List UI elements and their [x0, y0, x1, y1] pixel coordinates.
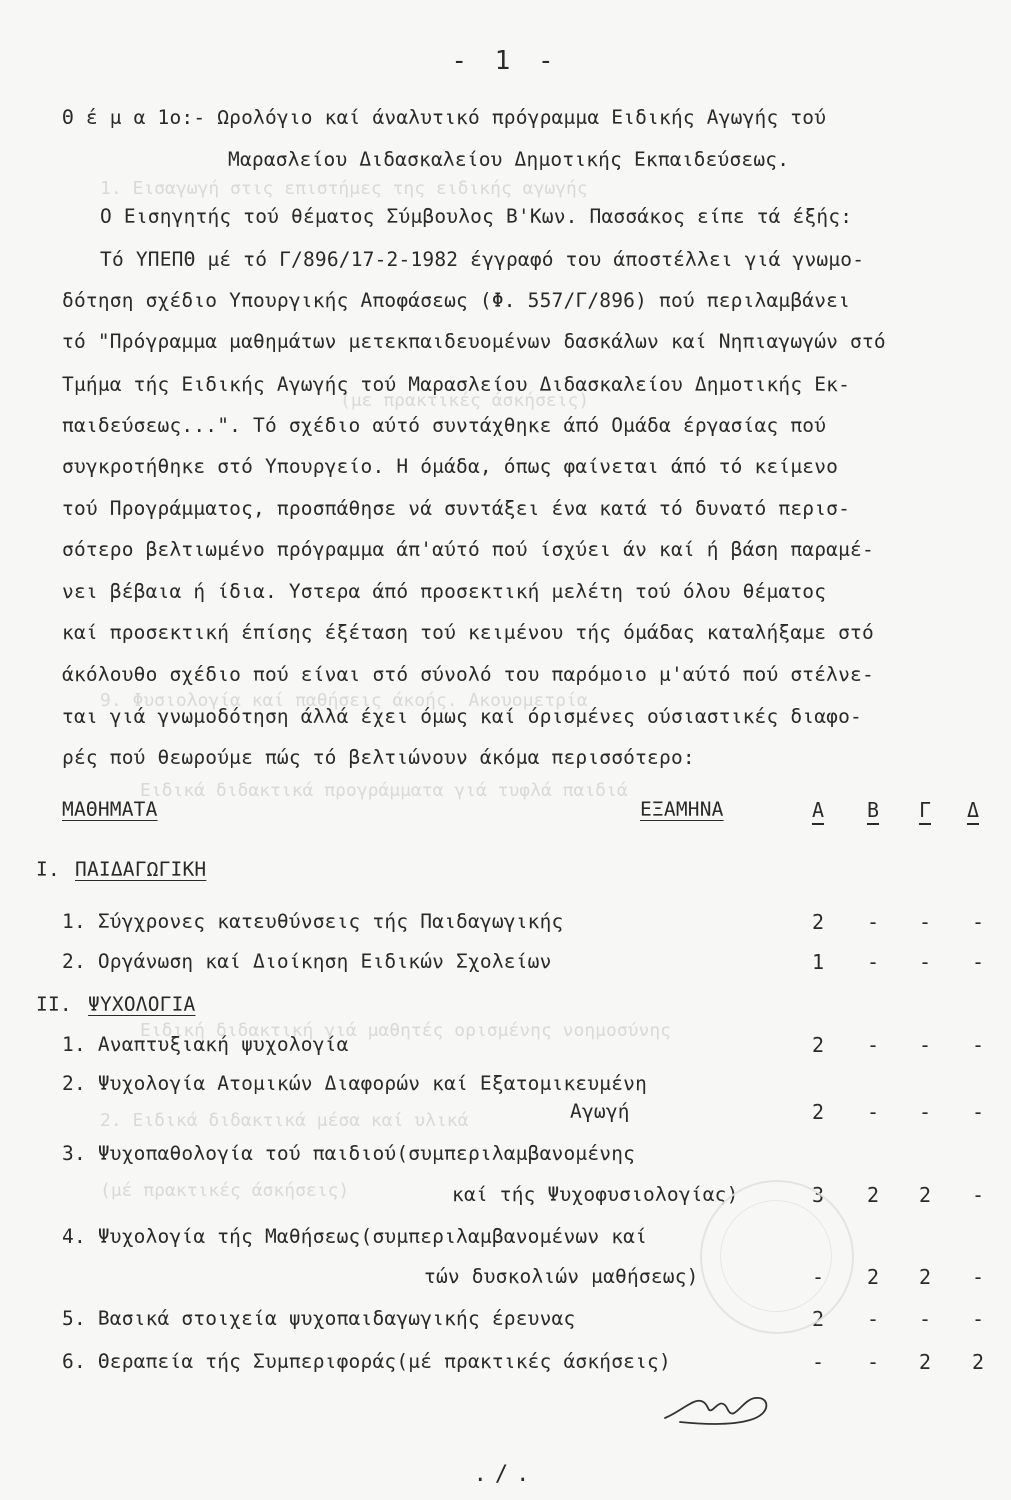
bleed-through-text: (με πρακτικές άσκήσεις)	[340, 390, 590, 411]
semester-c-value: -	[918, 1100, 932, 1124]
intro-line: ται γιά γνωμοδότηση άλλά έχει όμως καί όρισμένες ούσιαστικές διαφο-	[62, 705, 862, 728]
section-numeral: Ι.	[36, 858, 60, 881]
bleed-through-text: Ειδικά διδακτικά προγράμματα γιά τυφλά παιδιά	[140, 780, 628, 801]
continuation-mark: ./.	[473, 1462, 538, 1487]
bleed-through-text: 1. Εισαγωγή στις επιστήμες της ειδικής αγωγής	[100, 178, 588, 199]
bleed-through-text: 9. Φυσιολογία καί παθήσεις άκοής. Ακουομετρία	[100, 690, 588, 711]
semester-d-value: -	[971, 1033, 985, 1057]
subject-row: 5. Βασικά στοιχεία ψυχοπαιδαγωγικής έρευνας	[62, 1307, 576, 1330]
semester-b-header: Β	[866, 798, 880, 822]
bleed-through-text: (μέ πρακτικές άσκήσεις)	[100, 1180, 350, 1201]
section-title: ΠΑΙΔΑΓΩΓΙΚΗ	[75, 858, 207, 881]
intro-line: Ο Εισηγητής τού θέματος Σύμβουλος Β'Κων. Πασσάκος είπε τά έξής:	[100, 205, 853, 228]
semester-d-value: -	[971, 1265, 985, 1289]
semester-a-value: -	[811, 1350, 825, 1374]
semester-c-value: -	[918, 1033, 932, 1057]
semester-b-value: -	[866, 1350, 880, 1374]
semester-a-value: 2	[811, 1033, 825, 1057]
semester-b-value: 2	[866, 1183, 880, 1207]
intro-line: Τμήμα τής Ειδικής Αγωγής τού Μαρασλείου Διδασκαλείου Δημοτικής Εκ-	[62, 373, 851, 396]
semester-d-value: 2	[971, 1350, 985, 1374]
intro-line: Τό ΥΠΕΠΘ μέ τό Γ/896/17-2-1982 έγγραφό του άποστέλλει γιά γνωμο-	[100, 248, 865, 271]
official-stamp-image	[700, 1180, 854, 1334]
semester-c-value: -	[918, 910, 932, 934]
section-title: ΨΥΧΟΛΟΓΙΑ	[88, 993, 196, 1016]
semester-a-value: -	[811, 1265, 825, 1289]
semester-b-value: -	[866, 950, 880, 974]
subject-row: 4. Ψυχολογία τής Μαθήσεως(συμπεριλαμβανομένων καί	[62, 1225, 648, 1248]
page-number: - 1 -	[451, 46, 560, 76]
semester-c-value: 2	[918, 1265, 932, 1289]
intro-line: νει βέβαια ή ίδια. Υστερα άπό προσεκτική μελέτη τού όλου θέματος	[62, 580, 827, 603]
semester-b-value: -	[866, 910, 880, 934]
semester-c-value: 2	[918, 1350, 932, 1374]
semester-b-value: 2	[866, 1265, 880, 1289]
semester-c-value: -	[918, 1307, 932, 1331]
semester-c-value: 2	[918, 1183, 932, 1207]
bleed-through-text: Ειδική διδακτική γιά μαθητές ορισμένης νοημοσύνης	[140, 1020, 672, 1041]
semester-b-value: -	[866, 1307, 880, 1331]
intro-line: ρές πού θεωρούμε πώς τό βελτιώνουν άκόμα περισσότερο:	[62, 746, 695, 769]
semester-a-value: 2	[811, 1100, 825, 1124]
semester-d-value: -	[971, 1183, 985, 1207]
semester-a-value: 2	[811, 1307, 825, 1331]
subject-row: 3. Ψυχοπαθολογία τού παιδιού(συμπεριλαμβανομένης	[62, 1142, 636, 1165]
section-numeral: ΙΙ.	[36, 993, 72, 1016]
subject-row: 2. Ψυχολογία Ατομικών Διαφορών καί Εξατομικευμένη	[62, 1072, 648, 1095]
semester-a-value: 2	[811, 910, 825, 934]
intro-line: καί προσεκτική έπίσης έξέταση τού κειμένου τής όμάδας καταλήξαμε στό	[62, 621, 874, 644]
subject-row: 6. Θεραπεία τής Συμπεριφοράς(μέ πρακτικές άσκήσεις)	[62, 1350, 671, 1373]
intro-line: Μαρασλείου Διδασκαλείου Δημοτικής Εκπαιδεύσεως.	[228, 148, 790, 171]
semester-d-value: -	[971, 950, 985, 974]
intro-line: τό "Πρόγραμμα μαθημάτων μετεκπαιδευομένων δασκάλων καί Νηπιαγωγών στό	[62, 330, 886, 353]
intro-line: τού Προγράμματος, προσπάθησε νά συντάξει ένα κατά τό δυνατό περισ-	[62, 497, 851, 520]
semester-a-value: 1	[811, 950, 825, 974]
intro-line: συγκροτήθηκε στό Υπουργείο. Η όμάδα, όπως φαίνεται άπό τό κείμενο	[62, 455, 839, 478]
intro-line: δότηση σχέδιο Υπουργικής Αποφάσεως (Φ. 557/Γ/896) πού περιλαμβάνει	[62, 289, 851, 312]
semester-c-value: -	[918, 950, 932, 974]
subject-row: 1. Σύγχρονες κατευθύνσεις τής Παιδαγωγικής	[62, 910, 564, 933]
semester-d-header: Δ	[966, 798, 980, 822]
semester-a-header: Α	[811, 798, 825, 822]
semester-d-value: -	[971, 1100, 985, 1124]
intro-line: σότερο βελτιωμένο πρόγραμμα άπ'αύτό πού ίσχύει άν καί ή βάση παραμέ-	[62, 538, 874, 561]
subject-row-continuation: Αγωγή	[570, 1100, 630, 1123]
semester-b-value: -	[866, 1100, 880, 1124]
subject-row: 1. Αναπτυξιακή ψυχολογία	[62, 1033, 349, 1056]
intro-line: παιδεύσεως...". Τό σχέδιο αύτό συντάχθηκε άπό Ομάδα έργασίας πού	[62, 414, 827, 437]
subject-row-continuation: καί τής Ψυχοφυσιολογίας)	[452, 1183, 739, 1206]
subject-row-continuation: τών δυσκολιών μαθήσεως)	[424, 1265, 699, 1288]
semesters-header: ΕΞΑΜΗΝΑ	[640, 798, 724, 821]
bleed-through-text: 2. Ειδικά διδακτικά μέσα καί υλικά	[100, 1110, 469, 1131]
semester-b-value: -	[866, 1033, 880, 1057]
signature-image	[660, 1380, 780, 1430]
semester-a-value: 3	[811, 1183, 825, 1207]
subject-row: 2. Οργάνωση καί Διοίκηση Ειδικών Σχολείων	[62, 950, 552, 973]
semester-d-value: -	[971, 1307, 985, 1331]
intro-line: Θ έ μ α 1ο:- Ωρολόγιο καί άναλυτικό πρόγραμμα Ειδικής Αγωγής τού	[62, 106, 827, 129]
semester-d-value: -	[971, 910, 985, 934]
semester-c-header: Γ	[918, 798, 932, 822]
subjects-header: ΜΑΘΗΜΑΤΑ	[62, 798, 158, 821]
intro-line: άκόλουθο σχέδιο πού είναι στό σύνολό του παρόμοιο μ'αύτό πού στέλνε-	[62, 663, 874, 686]
